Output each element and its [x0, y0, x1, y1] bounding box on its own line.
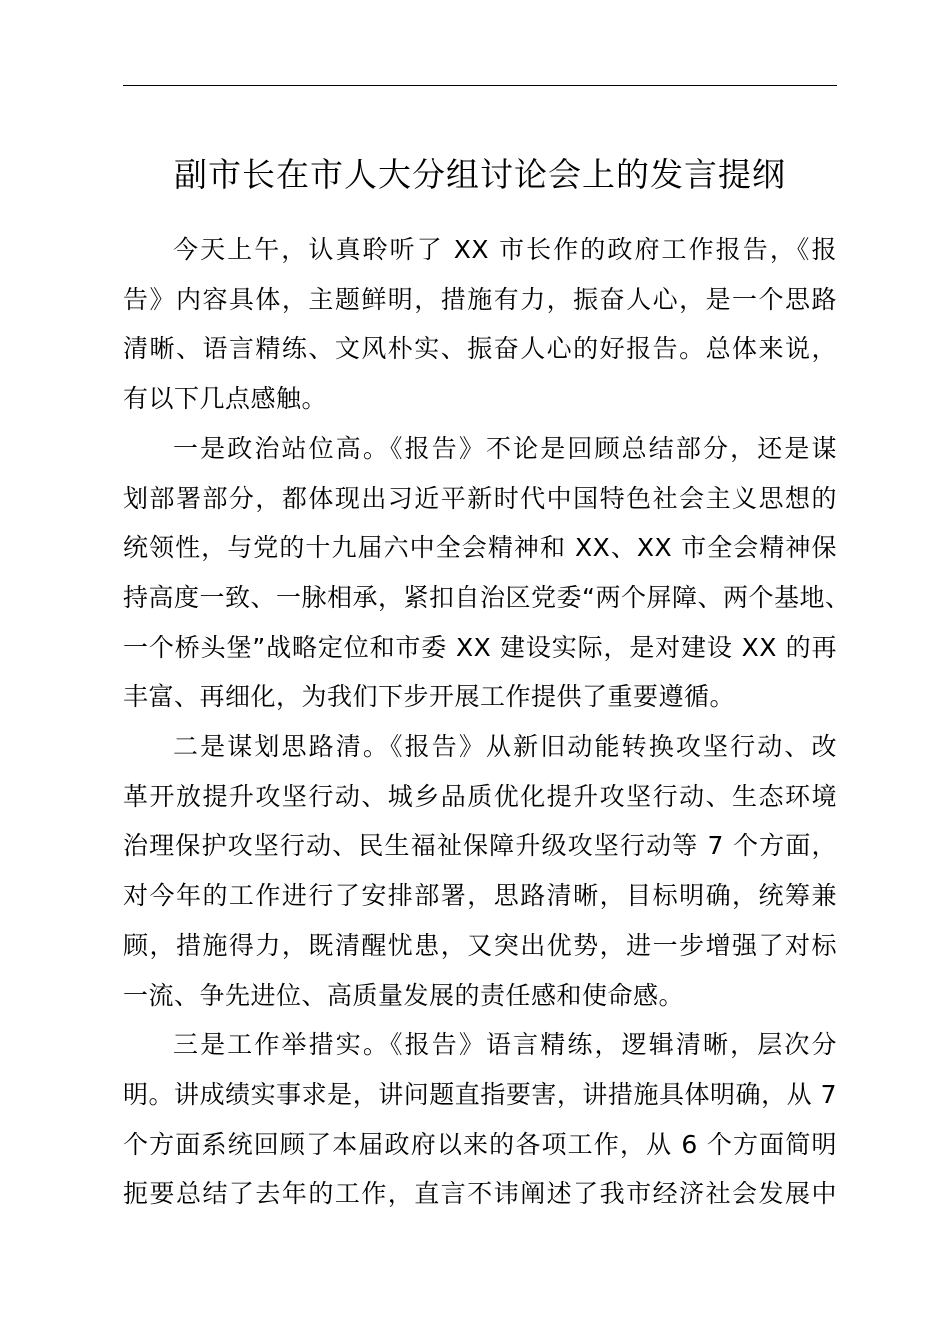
text-line: 明。讲成绩实事求是，讲问题直指要害，讲措施具体明确，从 7: [123, 1079, 837, 1109]
text-line: 统领性，与党的十九届六中全会精神和 XX、XX 市全会精神保: [123, 533, 837, 563]
paragraph-planning: [123, 722, 837, 1020]
document-title: 副市长在市人大分组讨论会上的发言提纲: [174, 155, 786, 194]
header-rule: [123, 85, 837, 86]
document-body: [123, 225, 851, 1219]
text-line: 一流、争先进位、高质量发展的责任感和使命感。: [123, 980, 685, 1010]
text-line: 一是政治站位高。《报告》不论是回顾总结部分，还是谋: [173, 433, 837, 463]
paragraph-intro: [123, 225, 837, 424]
text-line: 三是工作举措实。《报告》语言精练，逻辑清晰，层次分: [173, 1030, 837, 1060]
text-line: 清晰、语言精练、文风朴实、振奋人心的好报告。总体来说，: [123, 334, 837, 364]
text-line: 治理保护攻坚行动、民生福祉保障升级攻坚行动等 7 个方面，: [123, 831, 837, 861]
paragraph-political-stance: [123, 424, 851, 722]
text-line: 一个桥头堡”战略定位和市委 XX 建设实际，是对建设 XX 的再: [123, 632, 837, 662]
text-line: 丰富、再细化，为我们下步开展工作提供了重要遵循。: [123, 682, 736, 712]
text-line: 有以下几点感触。: [123, 384, 328, 414]
paragraph-measures: [123, 1020, 837, 1219]
text-line: 划部署部分，都体现出习近平新时代中国特色社会主义思想的: [123, 483, 837, 513]
text-line: 个方面系统回顾了本届政府以来的各项工作，从 6 个方面简明: [123, 1129, 837, 1159]
text-line: 顾，措施得力，既清醒忧患，又突出优势，进一步增强了对标: [123, 930, 837, 960]
text-line: 扼要总结了去年的工作，直言不讳阐述了我市经济社会发展中: [123, 1179, 837, 1209]
text-line: 持高度一致、一脉相承，紧扣自治区党委“两个屏障、两个基地、: [123, 582, 851, 612]
text-line: 对今年的工作进行了安排部署，思路清晰，目标明确，统筹兼: [123, 881, 837, 911]
text-line: 二是谋划思路清。《报告》从新旧动能转换攻坚行动、改: [173, 732, 837, 762]
text-line: 告》内容具体，主题鲜明，措施有力，振奋人心，是一个思路: [123, 284, 837, 314]
text-line: 革开放提升攻坚行动、城乡品质优化提升攻坚行动、生态环境: [123, 781, 837, 811]
text-line: 今天上午，认真聆听了 XX 市长作的政府工作报告，《报: [173, 235, 837, 264]
